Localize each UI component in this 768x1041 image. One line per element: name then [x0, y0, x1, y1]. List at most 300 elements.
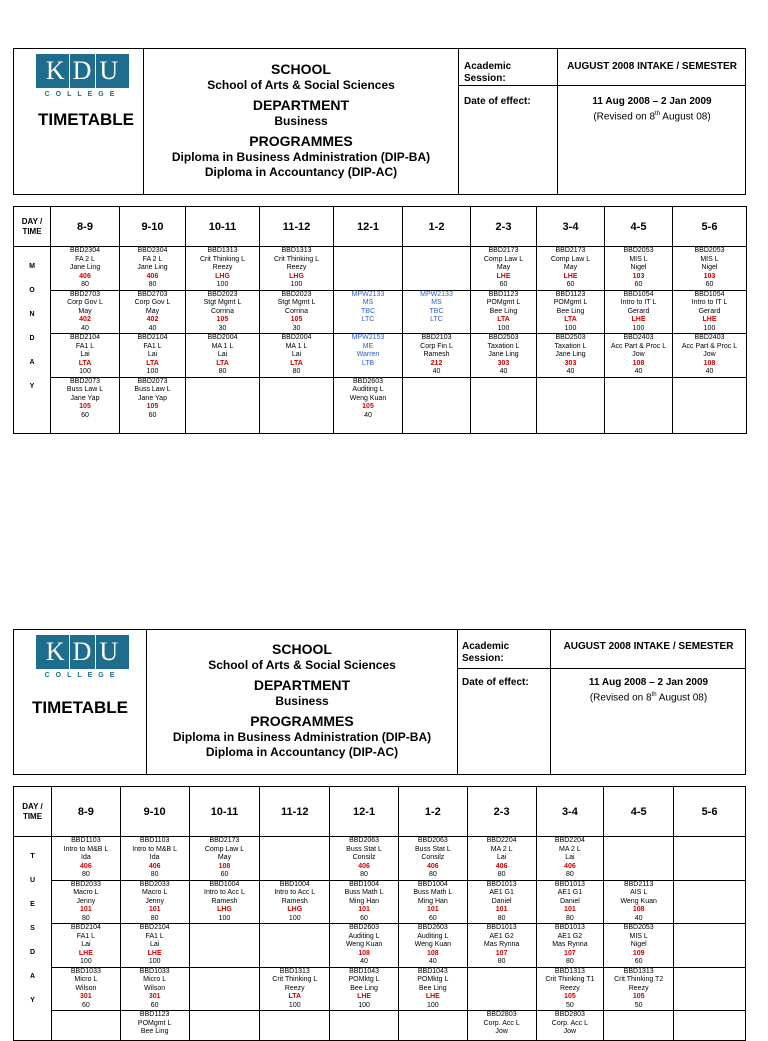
- course-title: Crit Thinking T1: [545, 976, 595, 983]
- course-code: BBD1313: [623, 967, 654, 975]
- class-cell: [51, 334, 120, 378]
- capacity: 80: [360, 871, 368, 878]
- class-cell: [51, 837, 120, 881]
- day-name-cell: [14, 247, 51, 434]
- capacity: 60: [220, 871, 229, 878]
- class-cell: [471, 377, 537, 433]
- course-code: BBD1013: [486, 924, 517, 931]
- class-cell: [189, 837, 260, 881]
- course-code: BBD1033: [70, 967, 101, 975]
- course-code: BBD1313: [554, 967, 585, 975]
- timetable-block-tuesday: [0, 580, 768, 1035]
- course-title: Corp Gov L: [67, 299, 103, 306]
- capacity: 60: [634, 958, 643, 965]
- lecturer: May: [145, 307, 160, 315]
- course-code: MPW2133: [351, 290, 385, 298]
- course-title: POMgmt L: [137, 1019, 172, 1027]
- class-cell: [120, 880, 189, 924]
- course-code: BBD1313: [279, 967, 310, 975]
- lecturer: Nigel: [630, 264, 647, 271]
- timetable-label: TIMETABLE: [38, 110, 135, 129]
- class-cell: [471, 247, 537, 291]
- header-box: [13, 48, 746, 195]
- lecturer: Consilz: [352, 854, 376, 861]
- capacity: 80: [81, 871, 90, 878]
- course-title: Corp. Acc L: [483, 1019, 520, 1027]
- lecturer: Ramesh: [211, 897, 238, 905]
- class-cell: [330, 1011, 399, 1041]
- course-title: FA1 L: [145, 932, 164, 940]
- revised-note: (Revised on 8th August 08): [589, 692, 708, 704]
- class-cell: [51, 924, 120, 968]
- room: 101: [495, 906, 508, 913]
- course-code: BBD1013: [554, 924, 585, 931]
- class-cell: [673, 290, 747, 334]
- academic-session-label: Academic Session:: [464, 61, 512, 84]
- lecturer: Reezy: [284, 984, 305, 992]
- room: LHE: [631, 316, 646, 323]
- course-code: BBD1123: [488, 290, 519, 298]
- course-title: MIS L: [700, 255, 719, 263]
- class-cell: [334, 334, 403, 378]
- time-slot-header: 11-12: [260, 207, 334, 247]
- class-cell: [334, 247, 403, 291]
- day-time-header: DAY / TIME: [14, 787, 52, 837]
- class-cell: [673, 247, 747, 291]
- lecturer: Gerard: [627, 307, 650, 315]
- department-heading: DEPARTMENT: [252, 97, 350, 113]
- room: 108: [632, 359, 645, 367]
- course-title: Comp Law L: [550, 255, 591, 263]
- capacity: 80: [150, 871, 159, 878]
- capacity: 80: [428, 871, 437, 878]
- room: 107: [495, 949, 508, 957]
- time-slot-header: 8-9: [51, 207, 120, 247]
- class-cell: [467, 967, 536, 1011]
- lecturer: Jenny: [76, 897, 96, 905]
- course-code: BBD2053: [623, 247, 654, 254]
- programmes-heading: PROGRAMMES: [250, 713, 354, 729]
- room: 406: [427, 862, 439, 870]
- capacity: 100: [148, 958, 161, 965]
- room: LHG: [217, 906, 232, 913]
- course-code: BBD2104: [137, 334, 168, 341]
- capacity: 40: [566, 368, 575, 375]
- lecturer: Jane Ling: [137, 264, 168, 271]
- class-cell: [536, 880, 604, 924]
- class-cell: [120, 290, 186, 334]
- course-code: BBD2204: [486, 837, 517, 844]
- lecturer: TBC: [429, 307, 444, 315]
- course-code: BBD2173: [488, 247, 519, 254]
- course-code: BBD1043: [349, 967, 380, 975]
- capacity: 80: [81, 914, 90, 922]
- room: 101: [564, 906, 576, 913]
- room: LHE: [147, 949, 162, 957]
- lecturer: Jow: [632, 351, 645, 358]
- lecturer: Jow: [703, 351, 716, 358]
- course-code: BBD2053: [694, 247, 725, 254]
- time-slot-header: 2-3: [471, 207, 537, 247]
- lecturer: Gerard: [698, 307, 721, 315]
- course-title: MA 1 L: [285, 342, 308, 350]
- school-heading: SCHOOL: [271, 61, 331, 77]
- capacity: 40: [148, 324, 157, 332]
- room: 402: [146, 316, 159, 323]
- room: LHE: [702, 316, 717, 323]
- course-title: FA1 L: [76, 932, 96, 940]
- course-title: Intro to Acc L: [204, 889, 245, 896]
- lecturer: Ida: [149, 854, 160, 861]
- course-title: Intro to M&B L: [132, 845, 178, 853]
- course-code: MPW2133: [420, 290, 453, 298]
- timetable-block-monday: [0, 0, 768, 440]
- day-letter: U: [29, 877, 36, 884]
- room: LTA: [290, 359, 303, 367]
- class-cell: [604, 967, 674, 1011]
- time-slot-header: 10-11: [189, 787, 260, 837]
- course-code: BBD2104: [70, 924, 101, 931]
- capacity: 80: [565, 958, 574, 965]
- course-code: BBD2403: [694, 334, 725, 341]
- course-title: Stgt Mgmt L: [277, 299, 316, 306]
- capacity: 50: [634, 1001, 643, 1009]
- class-cell: [403, 334, 471, 378]
- capacity: 40: [81, 324, 89, 332]
- academic-session-label: Academic Session:: [462, 641, 510, 664]
- day-letter: Y: [29, 383, 35, 390]
- room: LHG: [289, 272, 304, 280]
- room: 301: [80, 993, 92, 1000]
- day-letter: S: [30, 925, 35, 932]
- class-cell: [334, 377, 403, 433]
- course-title: Taxation L: [554, 342, 587, 350]
- course-title: Comp Law L: [483, 255, 524, 263]
- header-box: [13, 629, 746, 775]
- class-cell: [260, 290, 334, 334]
- course-title: Buss Law L: [134, 386, 171, 393]
- day-letter: E: [30, 901, 35, 908]
- class-cell: [467, 1011, 536, 1041]
- course-code: BBD2073: [137, 377, 168, 385]
- course-code: BBD1313: [281, 247, 312, 254]
- class-cell: [537, 290, 605, 334]
- time-slot-header: 1-2: [403, 207, 471, 247]
- lecturer: Weng Kuan: [620, 897, 657, 905]
- class-cell: [604, 837, 674, 881]
- room: LHG: [215, 272, 230, 280]
- capacity: 100: [218, 914, 231, 922]
- course-title: MIS L: [629, 255, 648, 263]
- course-title: Crit Thinking L: [273, 255, 319, 263]
- class-cell: [398, 837, 467, 881]
- lecturer: Ming Han: [349, 897, 380, 905]
- lecturer: Weng Kuan: [414, 941, 452, 948]
- capacity: 100: [288, 1001, 301, 1009]
- time-slot-header: 3-4: [536, 787, 604, 837]
- time-slot-header: 9-10: [120, 787, 189, 837]
- lecturer: Weng Kuan: [349, 394, 387, 402]
- capacity: 80: [497, 871, 506, 878]
- lecturer: Mas Rynna: [552, 941, 588, 948]
- department-name: Business: [275, 694, 329, 708]
- time-slot-header: 3-4: [537, 207, 605, 247]
- course-code: BBD1043: [417, 967, 448, 975]
- capacity: 100: [79, 368, 91, 375]
- course-code: BBD2703: [137, 290, 168, 298]
- class-cell: [260, 334, 334, 378]
- lecturer: Lai: [565, 854, 575, 861]
- lecturer: Lai: [149, 941, 160, 948]
- capacity: 60: [81, 411, 89, 419]
- class-cell: [403, 247, 471, 291]
- class-cell: [260, 880, 330, 924]
- department-heading: DEPARTMENT: [253, 677, 351, 693]
- course-code: BBD2204: [554, 837, 585, 844]
- course-title: Intro to M&B L: [63, 845, 109, 853]
- school-name: School of Arts & Social Sciences: [208, 658, 396, 672]
- lecturer: Jow: [495, 1028, 508, 1035]
- logo-subtitle: COLLEGE: [44, 672, 121, 679]
- course-code: BBD1054: [694, 290, 725, 298]
- course-code: BBD1054: [623, 290, 654, 298]
- revised-note: (Revised on 8th August 08): [593, 111, 711, 123]
- lecturer: Ramesh: [423, 351, 450, 358]
- lecturer: Jane Ling: [69, 264, 101, 271]
- course-title: Macro L: [73, 889, 99, 896]
- capacity: 100: [703, 324, 716, 332]
- table-row: [14, 924, 746, 968]
- time-slot-header: 4-5: [605, 207, 673, 247]
- class-cell: [605, 334, 673, 378]
- course-title: POMktg L: [348, 976, 380, 983]
- programme-2: Diploma in Accountancy (DIP-AC): [205, 745, 399, 759]
- class-cell: [120, 1011, 189, 1041]
- lecturer: Daniel: [559, 897, 580, 905]
- room: 105: [564, 993, 576, 1000]
- course-title: Acc Part & Proc L: [681, 342, 738, 350]
- room: 303: [497, 359, 510, 367]
- lecturer: Wilson: [75, 984, 97, 992]
- course-code: BBD2103: [421, 334, 452, 341]
- lecturer: Reezy: [559, 984, 580, 992]
- programme-1: Diploma in Business Administration (DIP-BA): [172, 730, 432, 744]
- capacity: 80: [148, 281, 157, 288]
- course-title: Buss Stat L: [346, 845, 382, 853]
- lecturer: Lai: [291, 351, 302, 358]
- day-letter: D: [29, 949, 36, 956]
- time-slot-header: 8-9: [51, 787, 120, 837]
- class-cell: [51, 1011, 120, 1041]
- course-code: BBD2004: [207, 334, 238, 341]
- lecturer: Nigel: [701, 264, 718, 271]
- course-title: AE1 G2: [557, 932, 583, 940]
- course-code: BBD2033: [139, 880, 170, 888]
- course-code: BBD1013: [486, 880, 517, 888]
- room: LTA: [146, 359, 159, 367]
- class-cell: [604, 1011, 674, 1041]
- course-code: BBD2304: [137, 247, 168, 254]
- date-of-effect-label: Date of effect:: [462, 677, 529, 688]
- course-title: Corp. Acc L: [551, 1019, 588, 1027]
- class-cell: [536, 924, 604, 968]
- date-of-effect-value: 11 Aug 2008 – 2 Jan 2009: [588, 677, 709, 688]
- course-title: Corp Gov L: [134, 299, 171, 306]
- day-letter: O: [29, 287, 35, 294]
- course-title: POMgmt L: [486, 299, 521, 306]
- course-title: MA 2 L: [558, 845, 581, 853]
- capacity: 60: [360, 914, 368, 922]
- timetable-grid-tuesday: [13, 786, 746, 1041]
- capacity: 80: [150, 914, 159, 922]
- course-title: Micro L: [74, 976, 98, 983]
- class-cell: [471, 290, 537, 334]
- lecturer: Jane Ling: [488, 351, 519, 358]
- programme-1: Diploma in Business Administration (DIP-BA): [171, 150, 431, 164]
- room: LTA: [216, 359, 229, 367]
- class-cell: [674, 924, 746, 968]
- room: LTA: [78, 359, 92, 367]
- capacity: 60: [705, 281, 714, 288]
- course-title: Buss Math L: [344, 889, 384, 896]
- programmes-heading: PROGRAMMES: [249, 133, 353, 149]
- room: 105: [362, 403, 374, 410]
- lecturer: Lai: [496, 854, 507, 861]
- room: 212: [430, 359, 443, 367]
- course-code: BBD1123: [139, 1011, 170, 1018]
- room: 103: [632, 272, 645, 280]
- class-cell: [120, 377, 186, 433]
- course-title: AE1 G2: [489, 932, 514, 940]
- room: LTB: [361, 359, 375, 367]
- capacity: 40: [634, 914, 643, 922]
- course-code: BBD1123: [555, 290, 586, 298]
- course-code: BBD2173: [555, 247, 586, 254]
- day-letter: A: [29, 973, 36, 980]
- room: 406: [358, 862, 370, 870]
- room: 105: [146, 403, 159, 410]
- capacity: 100: [288, 914, 301, 922]
- course-title: MA 2 L: [490, 845, 513, 853]
- lecturer: Jane Ling: [555, 351, 586, 358]
- class-cell: [471, 334, 537, 378]
- room: 101: [427, 906, 439, 913]
- course-code: BBD1004: [209, 880, 240, 888]
- time-slot-header: 5-6: [673, 207, 747, 247]
- school-heading: SCHOOL: [272, 641, 332, 657]
- class-cell: [398, 967, 467, 1011]
- class-cell: [260, 967, 330, 1011]
- class-cell: [120, 967, 189, 1011]
- table-row: [14, 1011, 746, 1041]
- time-slot-header: 1-2: [398, 787, 467, 837]
- lecturer: May: [496, 264, 511, 271]
- class-cell: [186, 334, 260, 378]
- class-cell: [605, 377, 673, 433]
- capacity: 80: [292, 368, 301, 375]
- course-title: Intro to IT L: [691, 299, 728, 306]
- course-title: POMgmt L: [553, 299, 588, 306]
- class-cell: [51, 290, 120, 334]
- lecturer: Bee Ling: [489, 307, 518, 315]
- course-title: Intro to IT L: [620, 299, 657, 306]
- capacity: 60: [499, 281, 508, 288]
- lecturer: Consilz: [421, 854, 445, 861]
- time-slot-header: 12-1: [334, 207, 403, 247]
- room: LTA: [564, 316, 577, 323]
- course-title: Buss Law L: [66, 386, 104, 393]
- course-title: Acc Part & Proc L: [610, 342, 667, 350]
- room: LTC: [430, 316, 443, 323]
- room: LHE: [357, 993, 372, 1000]
- class-cell: [604, 924, 674, 968]
- kdu-logo: [14, 630, 142, 690]
- capacity: 60: [81, 1001, 90, 1009]
- date-of-effect-label: Date of effect:: [464, 96, 531, 107]
- capacity: 60: [428, 914, 437, 922]
- course-code: BBD1013: [554, 880, 585, 888]
- class-cell: [186, 290, 260, 334]
- day-name-cell: [14, 837, 52, 1041]
- room: LHE: [496, 272, 511, 280]
- timetable-label: TIMETABLE: [32, 698, 129, 717]
- capacity: 100: [80, 958, 92, 965]
- course-code: BBD2603: [349, 924, 380, 931]
- room: LHE: [563, 272, 578, 280]
- day-letter: D: [29, 335, 35, 342]
- lecturer: Jenny: [145, 897, 164, 905]
- class-cell: [120, 837, 189, 881]
- room: 406: [148, 862, 161, 870]
- capacity: 40: [360, 958, 368, 965]
- course-code: BBD2403: [623, 334, 654, 341]
- class-cell: [536, 967, 604, 1011]
- capacity: 40: [432, 368, 441, 375]
- class-cell: [120, 247, 186, 291]
- capacity: 60: [634, 281, 643, 288]
- capacity: 40: [634, 368, 643, 375]
- lecturer: TBC: [361, 307, 375, 315]
- room: LTC: [361, 316, 375, 323]
- class-cell: [260, 247, 334, 291]
- lecturer: Corrina: [285, 307, 308, 315]
- class-cell: [51, 377, 120, 433]
- course-title: ME: [362, 342, 374, 350]
- time-slot-header: 12-1: [330, 787, 399, 837]
- academic-session-value: AUGUST 2008 INTAKE / SEMESTER: [563, 641, 734, 652]
- class-cell: [537, 334, 605, 378]
- course-code: BBD2004: [281, 334, 312, 341]
- class-cell: [51, 967, 120, 1011]
- class-cell: [120, 334, 186, 378]
- course-code: BBD1033: [139, 967, 170, 975]
- academic-session-value: AUGUST 2008 INTAKE / SEMESTER: [567, 61, 737, 72]
- table-row: [14, 880, 746, 924]
- class-cell: [186, 247, 260, 291]
- course-title: POMktg L: [417, 976, 449, 983]
- room: 105: [79, 403, 91, 410]
- course-code: BBD2023: [281, 290, 312, 298]
- course-title: AE1 G1: [557, 889, 583, 896]
- room: 105: [216, 316, 229, 323]
- lecturer: Jane Yap: [70, 394, 100, 402]
- day-letter: N: [29, 311, 35, 318]
- course-code: BBD1103: [71, 837, 101, 844]
- lecturer: Jow: [563, 1028, 577, 1035]
- lecturer: Lai: [217, 351, 228, 358]
- room: 301: [148, 993, 161, 1000]
- day-letter: M: [29, 263, 35, 270]
